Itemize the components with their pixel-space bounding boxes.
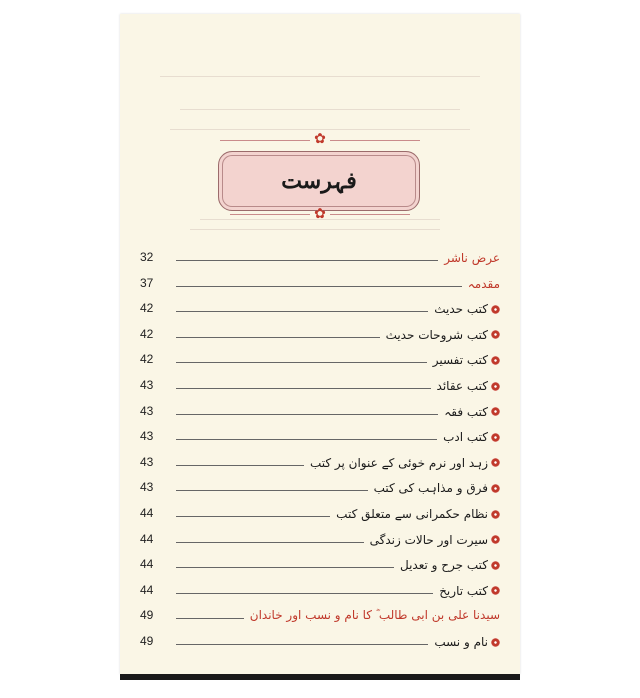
page-title: فہرست	[281, 168, 357, 194]
toc-row[interactable]	[140, 319, 500, 343]
toc-page-number: 44	[140, 506, 154, 520]
toc-row[interactable]	[140, 396, 500, 420]
flower-bullet-icon	[491, 458, 500, 467]
toc-leader-line	[176, 644, 428, 645]
toc-entry-text: عرض ناشر	[444, 251, 500, 265]
toc-entry-label	[434, 635, 500, 650]
toc-leader-line	[176, 490, 368, 491]
toc-entry-label	[444, 405, 500, 420]
toc-page-number: 44	[140, 531, 154, 546]
toc-leader-line	[176, 311, 428, 312]
show-through-line	[160, 76, 480, 77]
page-bottom-edge	[120, 674, 520, 680]
toc-row[interactable]	[140, 268, 500, 292]
flower-ornament-icon: ✿	[314, 206, 326, 222]
flower-bullet-icon	[491, 407, 500, 416]
flower-bullet-icon	[491, 561, 500, 570]
toc-entry-text: فرق و مذاہب کی کتب	[373, 481, 488, 496]
toc-entry-label	[437, 379, 500, 394]
toc-entry-text: سیرت اور حالات زندگی	[369, 532, 488, 547]
toc-entry-label	[370, 533, 500, 548]
toc-leader-line	[176, 593, 433, 594]
toc-entry-text: کتب جرح و تعدیل	[400, 558, 488, 573]
show-through-line	[180, 109, 460, 110]
toc-page-number: 49	[140, 634, 154, 648]
flower-bullet-icon	[491, 638, 500, 647]
toc-leader-line	[176, 260, 438, 261]
toc-page-number: 43	[140, 454, 154, 469]
toc-page-number: 44	[140, 557, 154, 572]
toc-row[interactable]	[140, 447, 500, 471]
toc-entry-text: مقدمہ	[467, 276, 500, 291]
toc-entry-label	[310, 456, 500, 471]
toc-section-heading	[250, 608, 500, 624]
toc-page-number: 44	[140, 582, 154, 597]
toc-entry-text: نام و نسب	[434, 635, 488, 649]
flower-bullet-icon	[491, 433, 500, 442]
toc-leader-line	[176, 567, 394, 568]
toc-row[interactable]	[140, 242, 500, 266]
toc-section-heading	[444, 251, 500, 266]
toc-leader-line	[176, 362, 427, 363]
toc-leader-line	[176, 618, 244, 619]
toc-leader-line	[176, 286, 462, 287]
toc-row[interactable]	[140, 524, 500, 548]
toc-page-number: 49	[140, 608, 154, 623]
flower-bullet-icon	[491, 356, 500, 365]
toc-row[interactable]	[140, 293, 500, 317]
flower-bullet-icon	[491, 535, 500, 544]
ornament-line-right	[330, 140, 420, 141]
toc-leader-line	[176, 465, 304, 466]
toc-row[interactable]	[140, 600, 500, 624]
toc-page-number: 43	[140, 480, 154, 495]
toc-page-number: 43	[140, 429, 154, 444]
toc-entry-text: کتب حدیث	[434, 302, 488, 317]
toc-entry-text: نظام حکمرانی سے متعلق کتب	[336, 507, 488, 521]
toc-entry-text: کتب تفسیر	[432, 353, 488, 368]
toc-entry-label	[443, 430, 500, 445]
toc-page-number: 42	[140, 326, 154, 341]
toc-entry-label	[386, 328, 500, 343]
flower-bullet-icon	[491, 484, 500, 493]
toc-entry-label	[434, 302, 500, 317]
toc-entry-label	[439, 584, 500, 599]
toc-entry-label	[400, 558, 500, 573]
toc-entry-text: زہد اور نرم خوئی کے عنوان پر کتب	[309, 455, 488, 470]
toc-page-number: 42	[140, 352, 154, 367]
toc-entry-text: کتب فقہ	[444, 404, 488, 419]
toc-row[interactable]	[140, 472, 500, 496]
flower-bullet-icon	[491, 382, 500, 391]
toc-entry-label	[433, 353, 500, 368]
toc-leader-line	[176, 337, 380, 338]
toc-leader-line	[176, 414, 438, 415]
toc-page-number: 43	[140, 378, 154, 392]
toc-entry-label	[374, 481, 500, 496]
flower-bullet-icon	[491, 330, 500, 339]
title-box	[218, 151, 420, 211]
toc-leader-line	[176, 388, 431, 389]
toc-page-number: 42	[140, 301, 154, 316]
toc-entry-text: کتب تاریخ	[439, 583, 488, 598]
show-through-line	[170, 129, 470, 130]
toc-leader-line	[176, 542, 364, 543]
toc-row[interactable]	[140, 575, 500, 599]
toc-entry-text: سیدنا علی بن ابی طالب ؓ کا نام و نسب اور خاندان	[249, 608, 500, 623]
flower-bullet-icon	[491, 510, 500, 519]
toc-entry-text: کتب عقائد	[436, 379, 488, 393]
toc-page-number: 43	[140, 403, 154, 418]
show-through-line	[190, 229, 440, 230]
toc-section-heading	[468, 277, 500, 292]
toc-row[interactable]	[140, 370, 500, 394]
toc-row[interactable]	[140, 549, 500, 573]
ornament-line-left	[230, 214, 310, 215]
book-page	[120, 14, 520, 674]
toc-entry-label	[336, 507, 500, 522]
toc-entry-text: کتب شروحات حدیث	[385, 327, 488, 342]
toc-row[interactable]	[140, 626, 500, 650]
toc-row[interactable]	[140, 421, 500, 445]
ornament-line-right	[330, 214, 410, 215]
toc-page-number: 37	[140, 275, 154, 290]
toc-entry-text: کتب ادب	[443, 430, 488, 445]
flower-bullet-icon	[491, 586, 500, 595]
ornament-line-left	[220, 140, 310, 141]
flower-bullet-icon	[491, 305, 500, 314]
toc-leader-line	[176, 439, 437, 440]
toc-row[interactable]	[140, 498, 500, 522]
toc-leader-line	[176, 516, 330, 517]
flower-ornament-icon: ✿	[314, 131, 326, 147]
toc-page-number: 32	[140, 250, 154, 264]
toc-row[interactable]	[140, 344, 500, 368]
